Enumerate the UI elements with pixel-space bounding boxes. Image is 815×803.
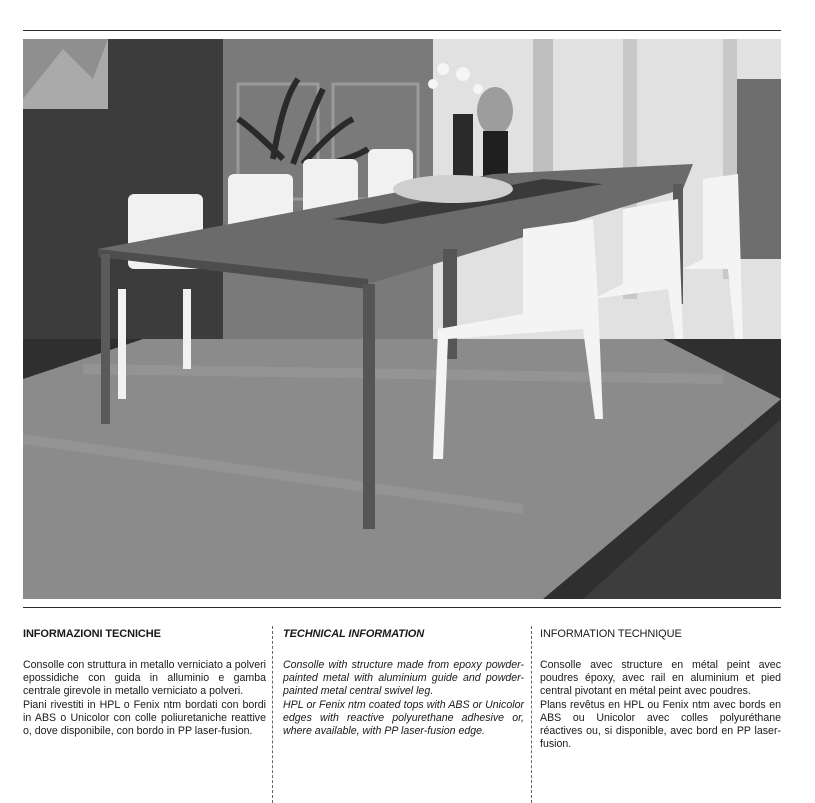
- section-text-italian-1: Consolle con struttura in metallo verniciato a polveri epossidiche con guida in alluminio e gamba centrale girevole in metallo verniciato a polveri.: [23, 659, 266, 698]
- section-text-french-1: Consolle avec structure en métal peint avec poudres époxy, avec rail en aluminium et pied central pivotant en métal peint avec poudres.: [540, 659, 781, 698]
- top-rule: [23, 30, 781, 31]
- section-text-french-2: Plans revêtus en HPL ou Fenix ntm avec bords en ABS ou Unicolor avec colles polyuréthane réactives ou, si disponible, avec bord en PP laser-fusion.: [540, 698, 781, 751]
- section-italian: [23, 628, 266, 738]
- section-text-english-2: HPL or Fenix ntm coated tops with ABS or Unicolor edges with reactive polyurethane adhesive or, where available, with PP laser-fusion edge.: [283, 698, 524, 738]
- photo-illustration: [23, 39, 781, 599]
- section-title-french: INFORMATION TECHNIQUE: [540, 628, 682, 640]
- vase: [453, 114, 473, 184]
- section-text-english-1: Consolle with structure made from epoxy powder-painted metal with aluminium guide and powder-painted metal central swivel leg.: [283, 659, 524, 698]
- section-english: [283, 628, 524, 738]
- section-title-english: TECHNICAL INFORMATION: [283, 628, 425, 640]
- section-title-italian: INFORMAZIONI TECNICHE: [23, 628, 161, 640]
- column-separator: [531, 626, 532, 803]
- divider-rule: [23, 607, 781, 608]
- table-leg: [363, 284, 375, 529]
- column-separator: [272, 626, 273, 803]
- bowl: [393, 175, 513, 203]
- table-leg: [101, 254, 110, 424]
- product-photo: [23, 39, 781, 599]
- section-text-italian-2: Piani rivestiti in HPL o Fenix ntm bordati con bordi in ABS o Unicolor con colle poliuretaniche reattive o, dove disponibile, con bordo in PP laser-fusion.: [23, 698, 266, 738]
- round-vase: [477, 87, 513, 135]
- section-french: [540, 628, 781, 751]
